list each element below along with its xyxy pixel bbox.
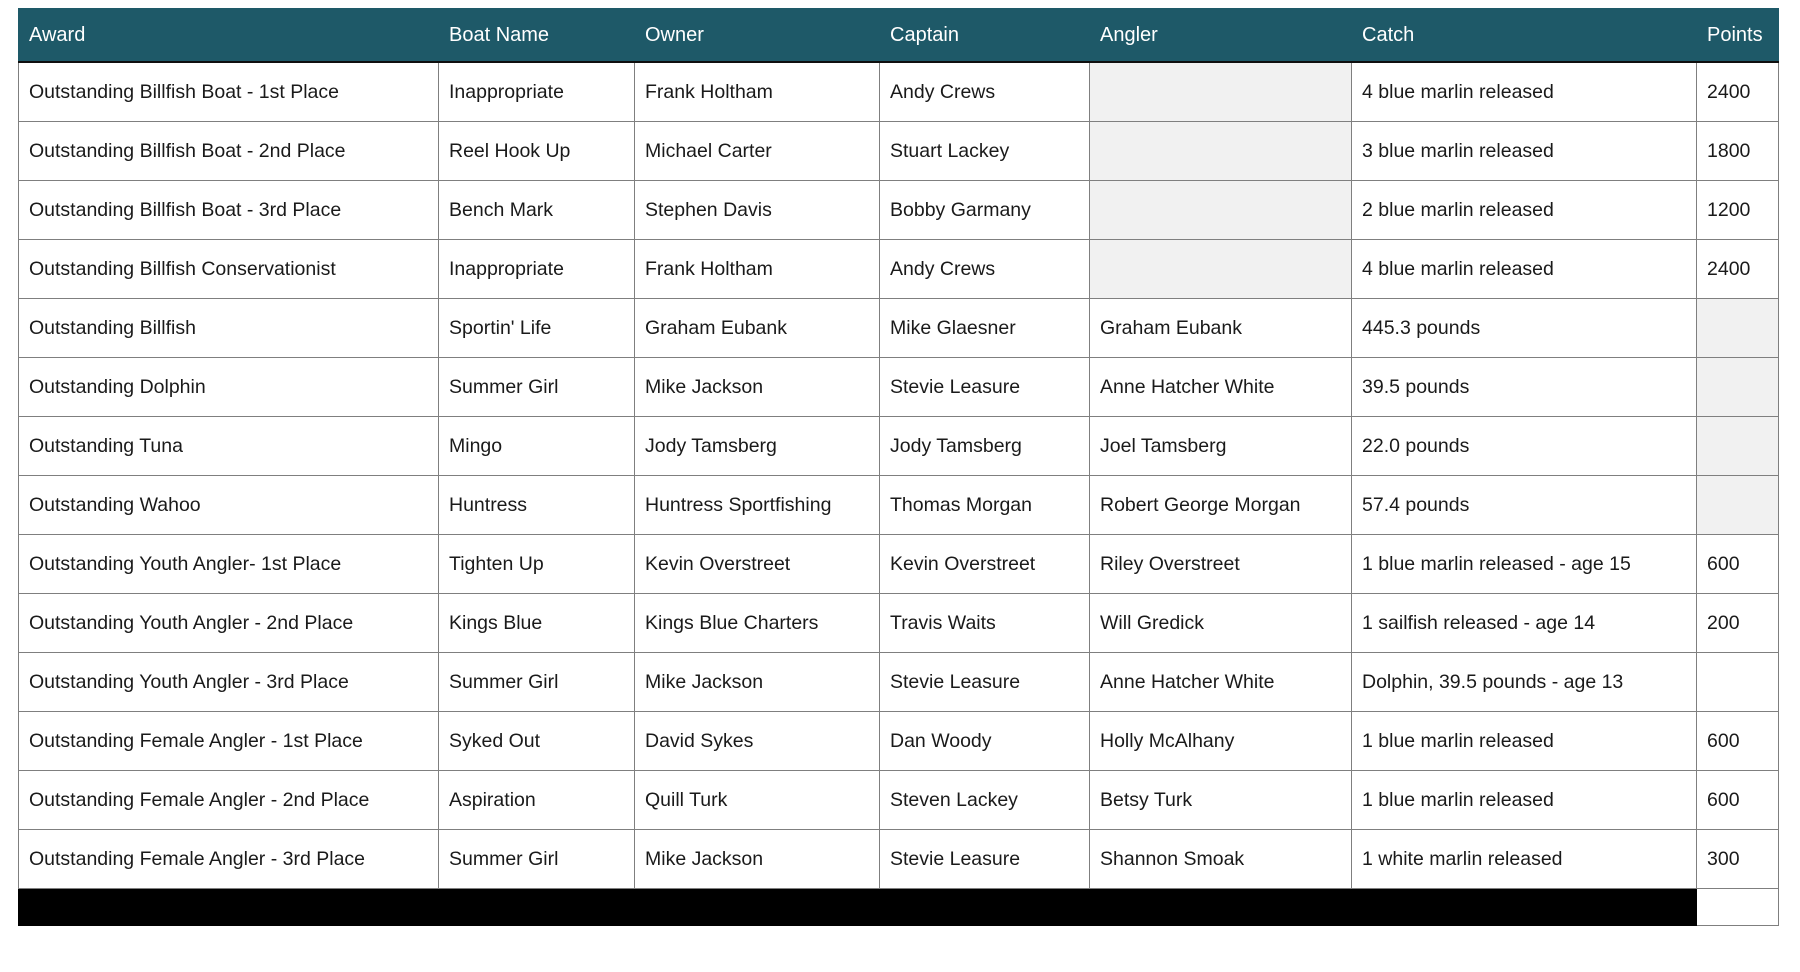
footer-cell-award [19, 889, 439, 926]
footer-cell-boat-name [439, 889, 635, 926]
footer-cell-angler [1090, 889, 1352, 926]
cell-points: 300 [1697, 830, 1779, 889]
award-link[interactable]: Outstanding Billfish Boat - 3rd Place [19, 181, 439, 240]
cell-angler [1090, 62, 1352, 122]
cell-points [1697, 358, 1779, 417]
cell-boat-name: Bench Mark [439, 181, 635, 240]
table-row [19, 122, 1779, 181]
table-header [19, 9, 1779, 63]
table-footer [19, 889, 1779, 926]
cell-catch: 4 blue marlin released [1352, 62, 1697, 122]
cell-catch: Dolphin, 39.5 pounds - age 13 [1352, 653, 1697, 712]
cell-points [1697, 299, 1779, 358]
cell-catch: 2 blue marlin released [1352, 181, 1697, 240]
cell-points [1697, 653, 1779, 712]
cell-angler: Holly McAlhany [1090, 712, 1352, 771]
table-row [19, 535, 1779, 594]
award-link[interactable]: Outstanding Dolphin [19, 358, 439, 417]
cell-owner: Quill Turk [635, 771, 880, 830]
table-header-row [19, 9, 1779, 63]
cell-catch: 1 white marlin released [1352, 830, 1697, 889]
column-header-owner[interactable]: Owner [635, 9, 880, 63]
cell-points [1697, 417, 1779, 476]
award-link[interactable]: Outstanding Billfish Boat - 1st Place [19, 62, 439, 122]
cell-captain: Thomas Morgan [880, 476, 1090, 535]
award-link[interactable]: Outstanding Youth Angler - 3rd Place [19, 653, 439, 712]
cell-points: 2400 [1697, 62, 1779, 122]
award-link[interactable]: Outstanding Female Angler - 2nd Place [19, 771, 439, 830]
cell-captain: Stevie Leasure [880, 830, 1090, 889]
table-row [19, 358, 1779, 417]
cell-owner: Huntress Sportfishing [635, 476, 880, 535]
cell-captain: Stuart Lackey [880, 122, 1090, 181]
cell-owner: Michael Carter [635, 122, 880, 181]
cell-angler: Anne Hatcher White [1090, 653, 1352, 712]
award-link[interactable]: Outstanding Wahoo [19, 476, 439, 535]
footer-cell-catch [1352, 889, 1697, 926]
tournament-results-table [18, 8, 1779, 926]
cell-captain: Andy Crews [880, 62, 1090, 122]
cell-points: 2400 [1697, 240, 1779, 299]
cell-catch: 1 blue marlin released [1352, 771, 1697, 830]
cell-catch: 3 blue marlin released [1352, 122, 1697, 181]
cell-owner: Frank Holtham [635, 62, 880, 122]
cell-angler: Robert George Morgan [1090, 476, 1352, 535]
cell-owner: Kevin Overstreet [635, 535, 880, 594]
cell-catch: 1 blue marlin released [1352, 712, 1697, 771]
column-header-boat-name[interactable]: Boat Name [439, 9, 635, 63]
cell-angler: Joel Tamsberg [1090, 417, 1352, 476]
cell-boat-name: Inappropriate [439, 240, 635, 299]
footer-cell-points [1697, 889, 1779, 926]
cell-catch: 39.5 pounds [1352, 358, 1697, 417]
cell-angler: Graham Eubank [1090, 299, 1352, 358]
cell-angler: Anne Hatcher White [1090, 358, 1352, 417]
cell-points: 600 [1697, 535, 1779, 594]
cell-points [1697, 476, 1779, 535]
cell-boat-name: Summer Girl [439, 358, 635, 417]
cell-owner: Mike Jackson [635, 358, 880, 417]
cell-boat-name: Mingo [439, 417, 635, 476]
cell-captain: Mike Glaesner [880, 299, 1090, 358]
award-link[interactable]: Outstanding Female Angler - 3rd Place [19, 830, 439, 889]
cell-owner: Stephen Davis [635, 181, 880, 240]
award-link[interactable]: Outstanding Billfish Boat - 2nd Place [19, 122, 439, 181]
cell-angler: Shannon Smoak [1090, 830, 1352, 889]
cell-owner: Jody Tamsberg [635, 417, 880, 476]
cell-captain: Jody Tamsberg [880, 417, 1090, 476]
cell-owner: Mike Jackson [635, 653, 880, 712]
cell-owner: Kings Blue Charters [635, 594, 880, 653]
cell-angler [1090, 240, 1352, 299]
cell-angler: Will Gredick [1090, 594, 1352, 653]
table-row [19, 417, 1779, 476]
cell-owner: Graham Eubank [635, 299, 880, 358]
cell-captain: Stevie Leasure [880, 358, 1090, 417]
cell-boat-name: Inappropriate [439, 62, 635, 122]
table-body [19, 62, 1779, 889]
award-link[interactable]: Outstanding Billfish [19, 299, 439, 358]
cell-boat-name: Tighten Up [439, 535, 635, 594]
table-row [19, 712, 1779, 771]
award-link[interactable]: Outstanding Billfish Conservationist [19, 240, 439, 299]
cell-captain: Stevie Leasure [880, 653, 1090, 712]
column-header-angler[interactable]: Angler [1090, 9, 1352, 63]
cell-points: 600 [1697, 771, 1779, 830]
table-row [19, 476, 1779, 535]
cell-boat-name: Sportin' Life [439, 299, 635, 358]
cell-catch: 57.4 pounds [1352, 476, 1697, 535]
column-header-captain[interactable]: Captain [880, 9, 1090, 63]
award-link[interactable]: Outstanding Youth Angler- 1st Place [19, 535, 439, 594]
column-header-points[interactable]: Points [1697, 9, 1779, 63]
cell-captain: Bobby Garmany [880, 181, 1090, 240]
cell-boat-name: Aspiration [439, 771, 635, 830]
cell-points: 200 [1697, 594, 1779, 653]
table-row [19, 240, 1779, 299]
cell-catch: 445.3 pounds [1352, 299, 1697, 358]
cell-captain: Andy Crews [880, 240, 1090, 299]
cell-owner: Frank Holtham [635, 240, 880, 299]
cell-angler [1090, 181, 1352, 240]
footer-cell-owner [635, 889, 880, 926]
table-row [19, 62, 1779, 122]
column-header-catch[interactable]: Catch [1352, 9, 1697, 63]
cell-angler [1090, 122, 1352, 181]
footer-cell-captain [880, 889, 1090, 926]
cell-points: 600 [1697, 712, 1779, 771]
table-row [19, 830, 1779, 889]
cell-boat-name: Reel Hook Up [439, 122, 635, 181]
cell-boat-name: Huntress [439, 476, 635, 535]
cell-captain: Steven Lackey [880, 771, 1090, 830]
footer-row [19, 889, 1779, 926]
cell-owner: Mike Jackson [635, 830, 880, 889]
cell-angler: Betsy Turk [1090, 771, 1352, 830]
table-row [19, 653, 1779, 712]
cell-boat-name: Summer Girl [439, 653, 635, 712]
column-header-award[interactable]: Award [19, 9, 439, 63]
cell-owner: David Sykes [635, 712, 880, 771]
award-link[interactable]: Outstanding Youth Angler - 2nd Place [19, 594, 439, 653]
cell-catch: 4 blue marlin released [1352, 240, 1697, 299]
cell-boat-name: Summer Girl [439, 830, 635, 889]
cell-boat-name: Syked Out [439, 712, 635, 771]
cell-points: 1200 [1697, 181, 1779, 240]
cell-catch: 22.0 pounds [1352, 417, 1697, 476]
cell-catch: 1 blue marlin released - age 15 [1352, 535, 1697, 594]
cell-boat-name: Kings Blue [439, 594, 635, 653]
award-link[interactable]: Outstanding Tuna [19, 417, 439, 476]
cell-captain: Travis Waits [880, 594, 1090, 653]
cell-points: 1800 [1697, 122, 1779, 181]
table-row [19, 771, 1779, 830]
cell-angler: Riley Overstreet [1090, 535, 1352, 594]
table-row [19, 299, 1779, 358]
cell-captain: Dan Woody [880, 712, 1090, 771]
cell-captain: Kevin Overstreet [880, 535, 1090, 594]
table-row [19, 594, 1779, 653]
cell-catch: 1 sailfish released - age 14 [1352, 594, 1697, 653]
award-link[interactable]: Outstanding Female Angler - 1st Place [19, 712, 439, 771]
table-row [19, 181, 1779, 240]
